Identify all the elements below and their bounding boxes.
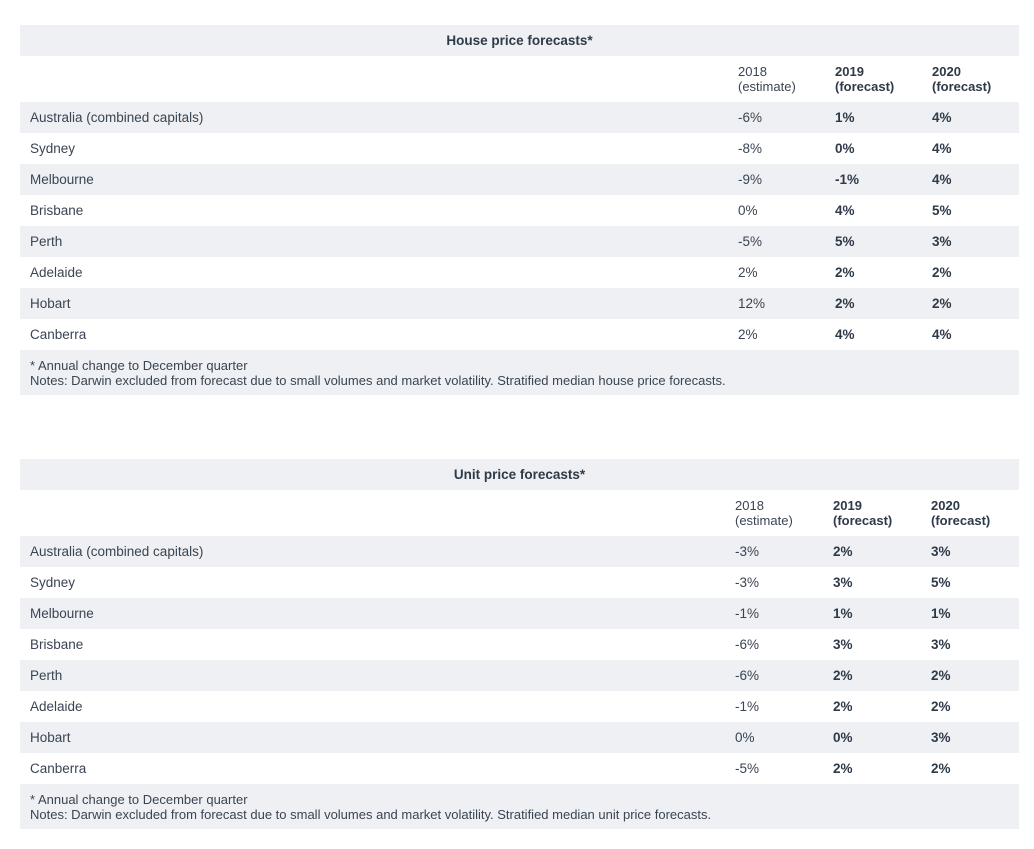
header-year: 2020 [931,498,960,513]
unit-price-forecasts-table [20,459,1019,829]
value-2019: 4% [835,203,855,218]
value-2019: 4% [835,327,855,342]
table-row [20,164,1019,195]
header-type: (forecast) [932,79,992,94]
unit-table-title: Unit price forecasts* [20,459,1019,490]
city-name: Hobart [30,296,71,311]
value-2020: 2% [931,699,951,714]
value-2020: 3% [931,730,951,745]
header-type: (forecast) [833,513,893,528]
header-2020 [932,64,991,94]
city-name: Canberra [30,761,87,776]
value-2020: 4% [932,141,952,156]
notes-text: Notes: Darwin excluded from forecast due to small volumes and market volatility. Stratified median house price forecasts. [30,373,726,388]
city-name: Adelaide [30,699,83,714]
city-name: Sydney [30,575,76,590]
value-2018: 0% [735,730,755,745]
header-type: (forecast) [835,79,895,94]
value-2020: 2% [932,296,952,311]
value-2018: -1% [735,606,760,621]
house-table-notes [20,350,1019,395]
value-2020: 2% [932,265,952,280]
table-row [20,319,1019,350]
unit-table-body [20,536,1019,784]
value-2019: 2% [833,668,853,683]
header-2019 [833,498,892,528]
city-name: Melbourne [30,172,94,187]
city-name: Brisbane [30,637,84,652]
table-row [20,536,1019,567]
value-2020: 4% [932,110,952,125]
value-2019: 0% [833,730,853,745]
house-header-row [20,56,1019,102]
value-2019: 5% [835,234,855,249]
header-type: (estimate) [738,79,796,94]
value-2019: 1% [835,110,855,125]
footnote: * Annual change to December quarter [30,792,248,807]
value-2020: 5% [931,575,951,590]
city-name: Melbourne [30,606,94,621]
header-2018 [738,64,796,94]
city-name: Hobart [30,730,71,745]
table-row [20,691,1019,722]
value-2020: 2% [931,668,951,683]
table-row [20,288,1019,319]
value-2018: -8% [738,141,763,156]
value-2020: 3% [931,544,951,559]
table-row [20,195,1019,226]
unit-table-notes [20,784,1019,829]
value-2019: 2% [833,699,853,714]
table-row [20,629,1019,660]
value-2018: 2% [738,265,758,280]
header-2020 [931,498,990,528]
value-2018: -5% [738,234,763,249]
table-row [20,598,1019,629]
house-table-title: House price forecasts* [20,25,1019,56]
value-2018: -3% [735,544,760,559]
city-name: Australia (combined capitals) [30,110,204,125]
table-row [20,722,1019,753]
table-row [20,102,1019,133]
value-2020: 4% [932,172,952,187]
city-name: Brisbane [30,203,84,218]
header-year: 2019 [835,64,864,79]
house-price-forecasts-table [20,25,1019,395]
value-2018: -3% [735,575,760,590]
city-name: Adelaide [30,265,83,280]
city-name: Perth [30,668,63,683]
table-row [20,226,1019,257]
value-2018: -9% [738,172,763,187]
header-type: (estimate) [735,513,793,528]
value-2019: 1% [833,606,853,621]
table-row [20,660,1019,691]
notes-text: Notes: Darwin excluded from forecast due to small volumes and market volatility. Stratified median unit price forecasts. [30,807,712,822]
header-year: 2018 [735,498,764,513]
value-2018: -6% [735,668,760,683]
value-2018: 0% [738,203,758,218]
value-2019: 3% [833,637,853,652]
value-2018: -1% [735,699,760,714]
value-2019: 2% [833,544,853,559]
value-2019: 2% [835,296,855,311]
table-row [20,567,1019,598]
value-2019: 3% [833,575,853,590]
header-year: 2019 [833,498,862,513]
header-2019 [835,64,894,94]
value-2018: -5% [735,761,760,776]
header-2018 [735,498,793,528]
value-2019: 2% [835,265,855,280]
city-name: Canberra [30,327,87,342]
value-2020: 3% [931,637,951,652]
footnote: * Annual change to December quarter [30,358,248,373]
value-2020: 4% [932,327,952,342]
value-2020: 5% [932,203,952,218]
city-name: Sydney [30,141,76,156]
table-row [20,257,1019,288]
header-type: (forecast) [931,513,991,528]
city-name: Australia (combined capitals) [30,544,204,559]
value-2020: 1% [931,606,951,621]
value-2019: 0% [835,141,855,156]
value-2019: -1% [835,172,860,187]
value-2018: 2% [738,327,758,342]
city-name: Perth [30,234,63,249]
table-row [20,753,1019,784]
value-2019: 2% [833,761,853,776]
value-2018: 12% [738,296,766,311]
header-year: 2020 [932,64,961,79]
unit-header-row [20,490,1019,536]
value-2020: 2% [931,761,951,776]
value-2018: -6% [738,110,763,125]
value-2018: -6% [735,637,760,652]
header-year: 2018 [738,64,767,79]
house-table-body [20,102,1019,350]
table-row [20,133,1019,164]
value-2020: 3% [932,234,952,249]
